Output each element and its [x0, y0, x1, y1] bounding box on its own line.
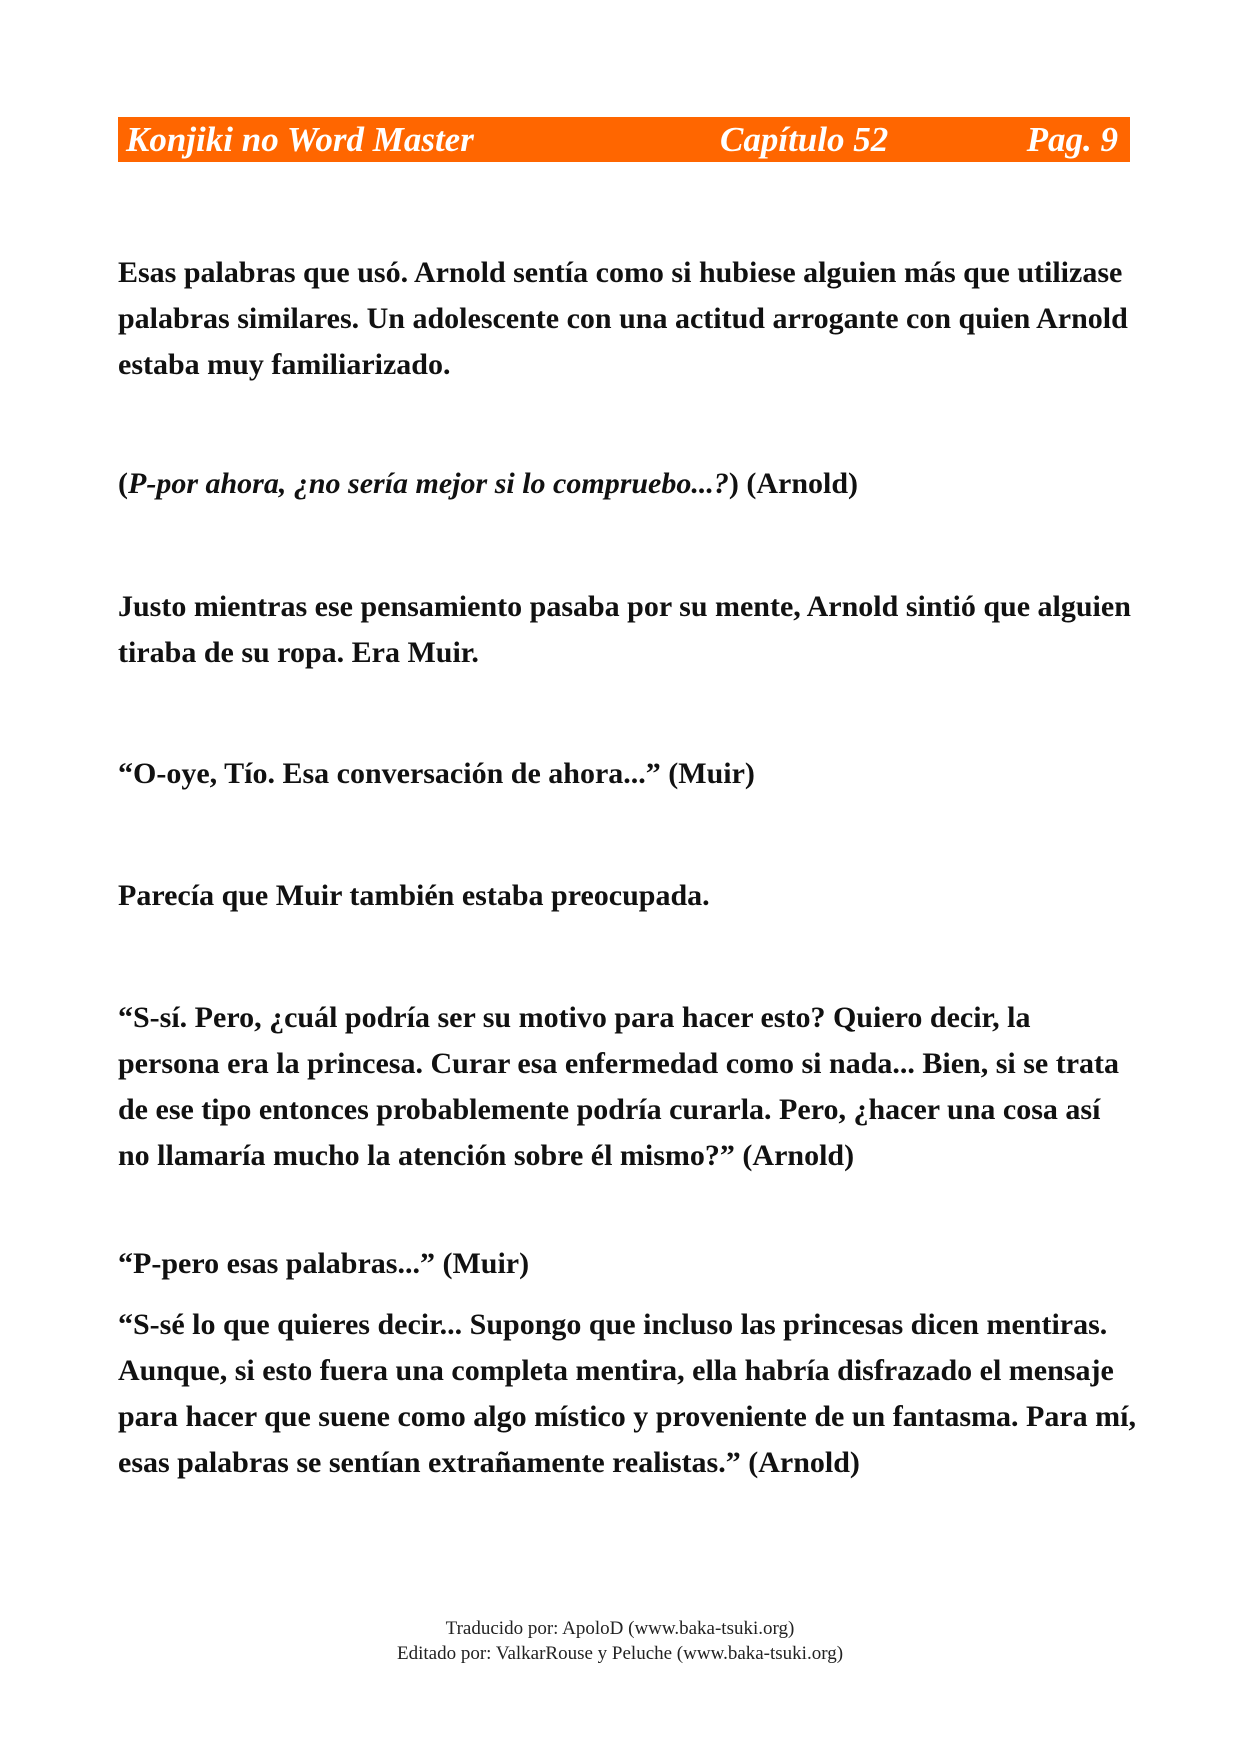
editor-credit: Editado por: ValkarRouse y Peluche (www.baka-tsuki.org)	[396, 1643, 844, 1664]
thought-speaker: ) (Arnold)	[728, 467, 859, 500]
paragraph-6: “S-sí. Pero, ¿cuál podría ser su motivo para hacer esto? Quiero decir, la persona era la princesa. Curar esa enfermedad como si nada... Bien, si se trata de ese tipo entonces probablemente podría curarla. Pero, ¿hacer una cosa así no llamaría mucho la atención sobre él mismo?” (Arnold)	[118, 1001, 1120, 1172]
paragraph-7: “P-pero esas palabras...” (Muir)	[118, 1247, 530, 1280]
paragraph-3: Justo mientras ese pensamiento pasaba por su mente, Arnold sintió que alguien tiraba de su ropa. Era Muir.	[118, 590, 1131, 669]
page-header-bar	[118, 117, 1130, 162]
paragraph-1: Esas palabras que usó. Arnold sentía como si hubiese alguien más que utilizase palabras similares. Un adolescente con una actitud arrogante con quien Arnold estaba muy familiarizado.	[118, 256, 1128, 381]
thought-open-paren: (	[118, 467, 128, 500]
paragraph-8: “S-sé lo que quieres decir... Supongo que incluso las princesas dicen mentiras. Aunque, si esto fuera una completa mentira, ella habría disfrazado el mensaje para hacer que suene como algo místico y proveniente de un fantasma. Para mí, esas palabras se sentían extrañamente realistas.” (Arnold)	[118, 1308, 1136, 1479]
translator-credit: Traducido por: ApoloD (www.baka-tsuki.org)	[445, 1618, 795, 1639]
page-number: Pag. 9	[1026, 120, 1118, 159]
thought-text: P-por ahora, ¿no sería mejor si lo compruebo...?	[128, 467, 729, 500]
paragraph-4: “O-oye, Tío. Esa conversación de ahora...” (Muir)	[118, 757, 755, 790]
novel-title: Konjiki no Word Master	[126, 120, 474, 159]
paragraph-5: Parecía que Muir también estaba preocupada.	[118, 879, 710, 912]
paragraph-2	[118, 461, 1138, 507]
chapter-label: Capítulo 52	[720, 120, 889, 159]
page-footer	[0, 1616, 1240, 1666]
